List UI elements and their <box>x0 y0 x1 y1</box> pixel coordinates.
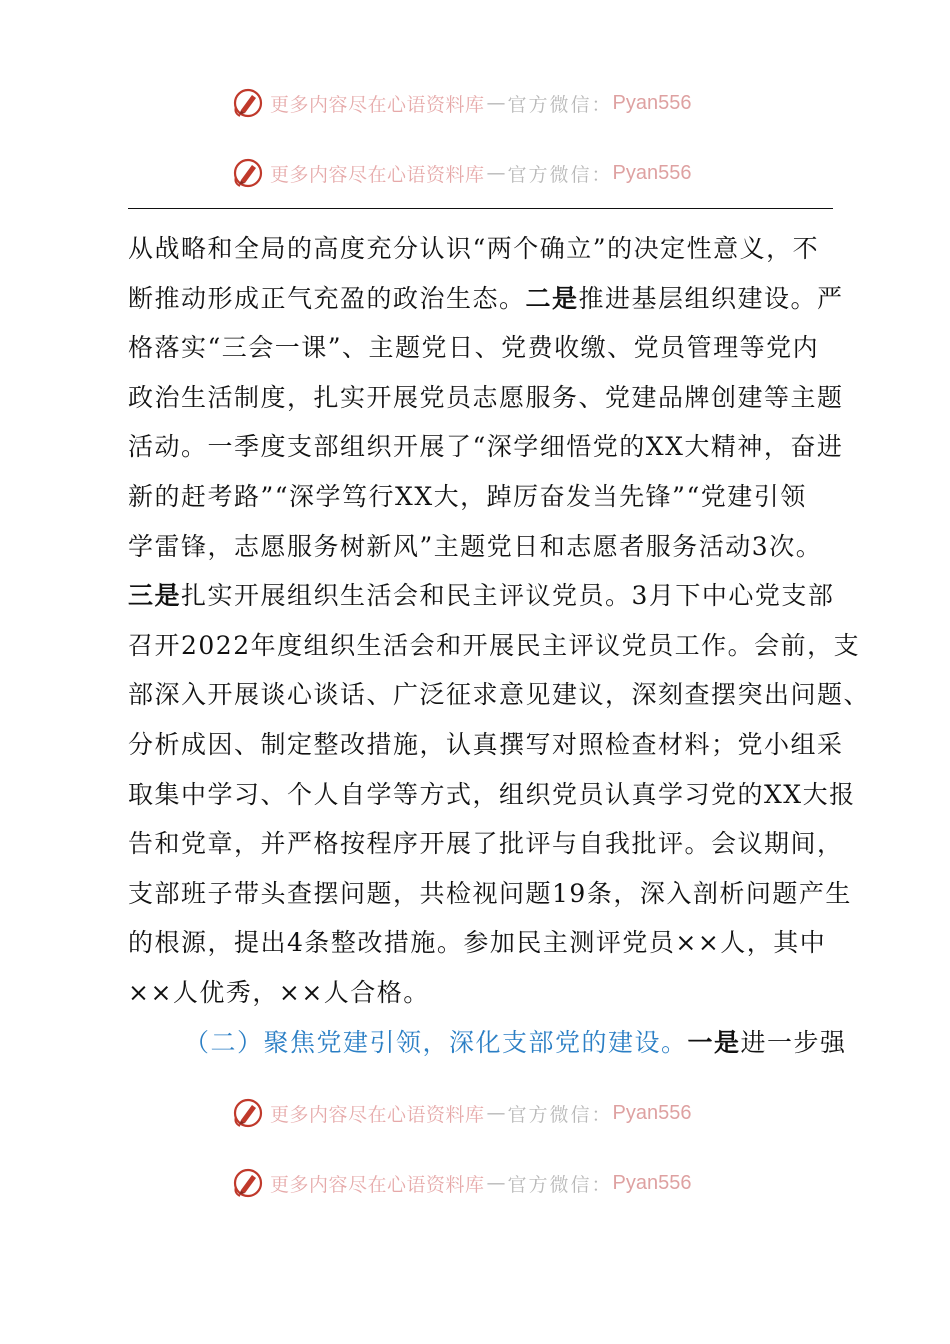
watermark-banner <box>232 1096 692 1130</box>
text-line: 活动。一季度支部组织开展了“深学细悟党的XX大精神，奋进 <box>128 432 844 462</box>
watermark-dash: — <box>486 92 506 114</box>
watermark-banner <box>232 156 692 190</box>
watermark-text: 更多内容尽在心语资料库 <box>270 1173 485 1196</box>
text-line: 新的赶考路”“深学笃行XX大，踔厉奋发当先锋”“党建引领 <box>128 481 807 511</box>
text-line: 召开2022年度组织生活会和开展民主评议党员工作。会前，支 <box>128 630 861 660</box>
text-line: 的根源，提出4条整改措施。参加民主测评党员××人，其中 <box>128 928 827 958</box>
watermark-text: 更多内容尽在心语资料库 <box>270 163 485 186</box>
text-line: 部深入开展谈心谈话、广泛征求意见建议，深刻查摆突出问题、 <box>128 680 871 710</box>
watermark-banner <box>232 1166 692 1200</box>
text-line: 取集中学习、个人自学等方式，组织党员认真学习党的XX大报 <box>128 779 856 809</box>
pen-logo-icon <box>232 87 264 119</box>
watermark-id: Pyan556 <box>612 91 692 114</box>
watermark-label: 官方微信： <box>507 1173 613 1196</box>
watermark-banner <box>232 86 692 120</box>
text-line: 三是扎实开展组织生活会和民主评议党员。3月下中心党支部 <box>128 581 835 611</box>
section-heading-line: （二）聚焦党建引领，深化支部党的建设。一是进一步强 <box>184 1027 847 1057</box>
text-line: 学雷锋，志愿服务树新风”主题党日和志愿者服务活动3次。 <box>128 531 823 561</box>
text-line: 支部班子带头查摆问题，共检视问题19条，深入剖析问题产生 <box>128 878 852 908</box>
watermark-id: Pyan556 <box>612 1101 692 1124</box>
header-divider <box>128 208 833 209</box>
text-line: 断推动形成正气充盈的政治生态。二是推进基层组织建设。严 <box>128 283 844 313</box>
watermark-text: 更多内容尽在心语资料库 <box>270 1103 485 1126</box>
watermark-text: 更多内容尽在心语资料库 <box>270 93 485 116</box>
watermark-dash: — <box>486 1102 506 1124</box>
text-line: 分析成因、制定整改措施，认真撰写对照检查材料；党小组采 <box>128 729 844 759</box>
text-line: 格落实“三会一课”、主题党日、党费收缴、党员管理等党内 <box>128 333 820 363</box>
watermark-label: 官方微信： <box>507 93 613 116</box>
bold-lead: 一是 <box>687 1027 741 1057</box>
bold-lead: 二是 <box>525 283 579 313</box>
text-line: 政治生活制度，扎实开展党员志愿服务、党建品牌创建等主题 <box>128 382 844 412</box>
bold-lead: 三是 <box>128 581 182 611</box>
watermark-id: Pyan556 <box>612 161 692 184</box>
watermark-dash: — <box>486 162 506 184</box>
section-heading: （二）聚焦党建引领，深化支部党的建设。 <box>184 1027 688 1057</box>
text-line: 从战略和全局的高度充分认识“两个确立”的决定性意义，不 <box>128 234 820 263</box>
pen-logo-icon <box>232 157 264 189</box>
watermark-id: Pyan556 <box>612 1171 692 1194</box>
text-line: 告和党章，并严格按程序开展了批评与自我批评。会议期间， <box>128 829 844 859</box>
watermark-label: 官方微信： <box>507 1103 613 1126</box>
document-body <box>128 224 871 1067</box>
watermark-label: 官方微信： <box>507 163 613 186</box>
pen-logo-icon <box>232 1097 264 1129</box>
watermark-dash: — <box>486 1172 506 1194</box>
pen-logo-icon <box>232 1167 264 1199</box>
text-line: ××人优秀，××人合格。 <box>128 977 430 1007</box>
